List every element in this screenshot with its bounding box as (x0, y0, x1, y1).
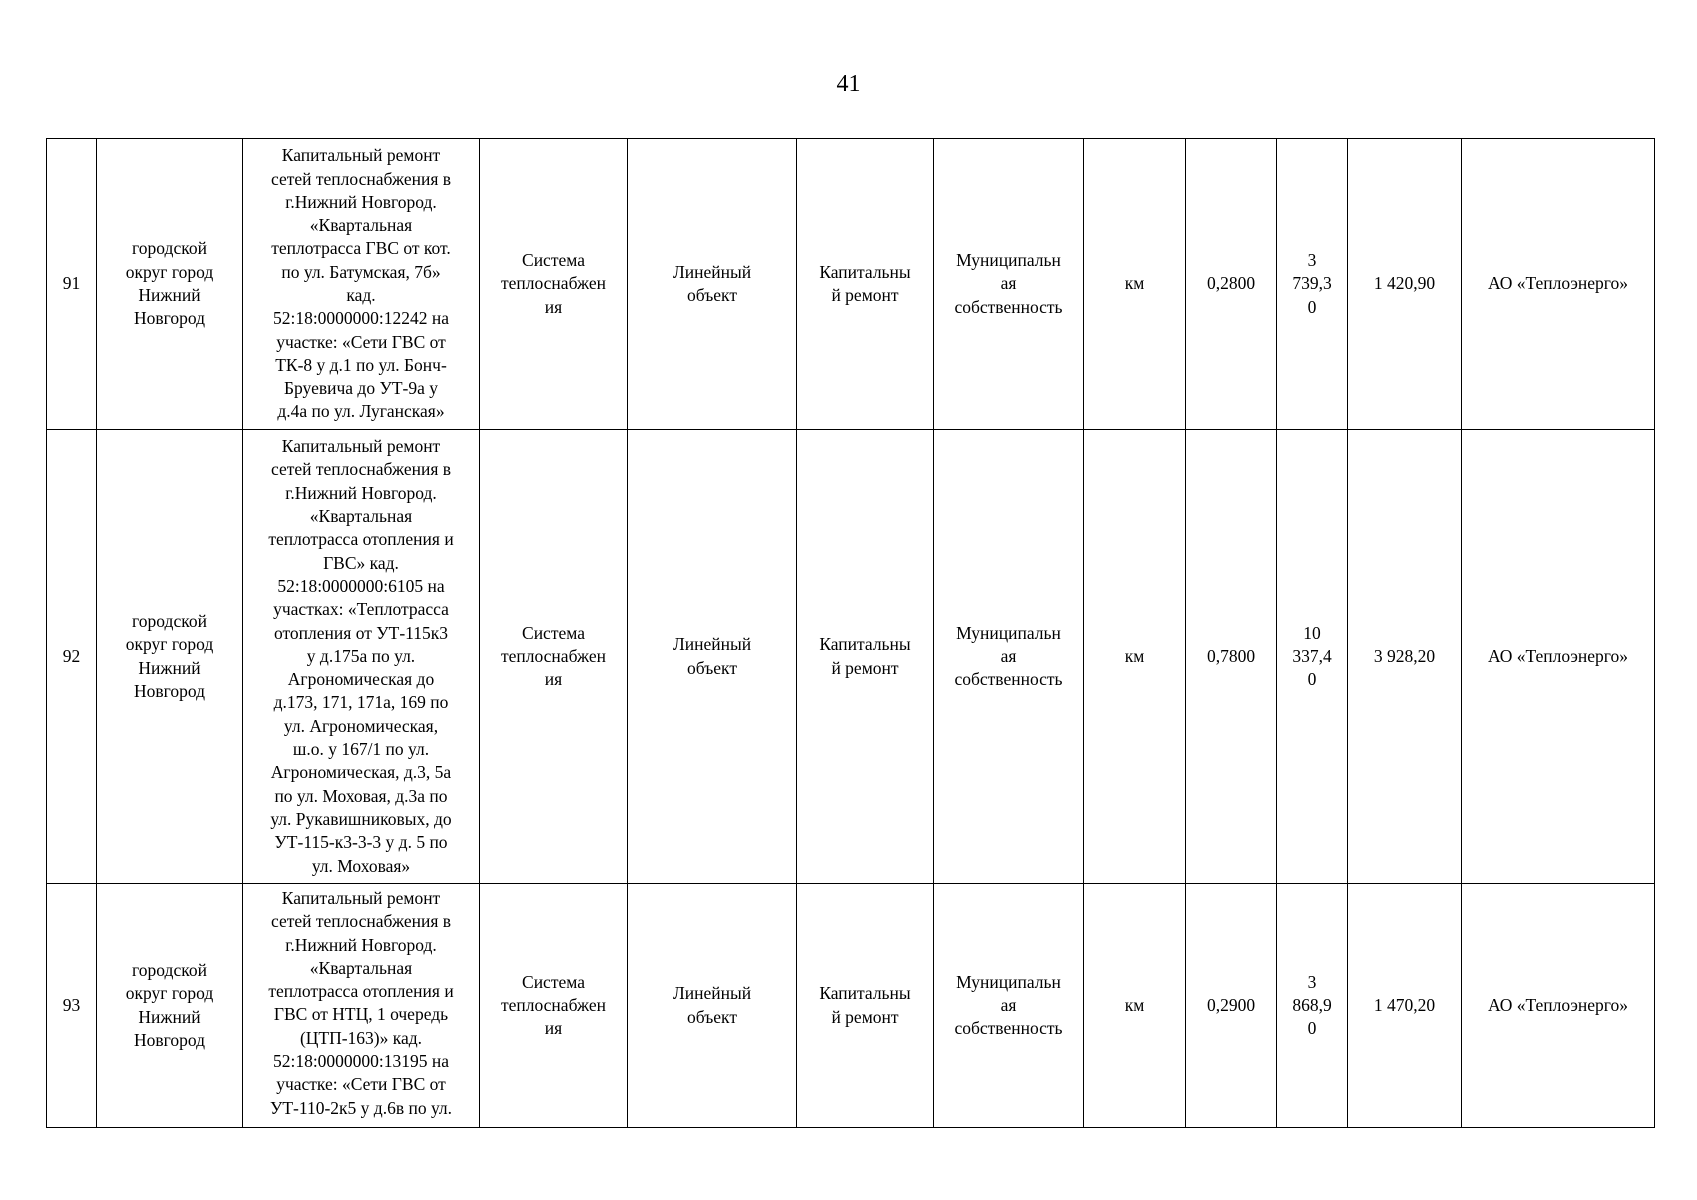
works-table (46, 138, 1655, 1128)
ownership-cell: Муниципальн ая собственность (934, 430, 1084, 884)
organization-cell: АО «Теплоэнерго» (1462, 139, 1655, 430)
description-cell: Капитальный ремонт сетей теплоснабжения в г.Нижний Новгород. «Квартальная теплотрасса отопления и ГВС» кад. 52:18:0000000:6105 на участках: «Теплотрасса отопления от УТ-115к3 у д.175а по ул. Агрономическая до д.173, 171, 171а, 169 по ул. Агрономическая, ш.о. у 167/1 по ул. Агрономическая, д.3, 5а по ул. Моховая, д.3а по ул. Рукавишниковых, до УТ-115-к3-3-3 у д. 5 по ул. Моховая» (243, 430, 480, 884)
quantity-cell: 0,7800 (1186, 430, 1277, 884)
value-a-cell: 3 868,9 0 (1277, 884, 1348, 1128)
territory-cell: городской округ город Нижний Новгород (97, 430, 243, 884)
territory-cell: городской округ город Нижний Новгород (97, 884, 243, 1128)
object-type-cell: Линейный объект (628, 884, 797, 1128)
description-cell: Капитальный ремонт сетей теплоснабжения в г.Нижний Новгород. «Квартальная теплотрасса отопления и ГВС от НТЦ, 1 очередь (ЦТП-163)» кад. 52:18:0000000:13195 на участке: «Сети ГВС от УТ-110-2к5 у д.6в по ул. (243, 884, 480, 1128)
value-b-cell: 3 928,20 (1348, 430, 1462, 884)
table-row (47, 884, 1655, 1128)
ownership-cell: Муниципальн ая собственность (934, 139, 1084, 430)
value-a-cell: 3 739,3 0 (1277, 139, 1348, 430)
organization-cell: АО «Теплоэнерго» (1462, 884, 1655, 1128)
quantity-cell: 0,2900 (1186, 884, 1277, 1128)
unit-cell: км (1084, 884, 1186, 1128)
object-type-cell: Линейный объект (628, 430, 797, 884)
unit-cell: км (1084, 139, 1186, 430)
work-type-cell: Капитальны й ремонт (797, 139, 934, 430)
value-a-cell: 10 337,4 0 (1277, 430, 1348, 884)
ownership-cell: Муниципальн ая собственность (934, 884, 1084, 1128)
unit-cell: км (1084, 430, 1186, 884)
value-b-cell: 1 420,90 (1348, 139, 1462, 430)
value-b-cell: 1 470,20 (1348, 884, 1462, 1128)
work-type-cell: Капитальны й ремонт (797, 884, 934, 1128)
system-cell: Система теплоснабжен ия (480, 430, 628, 884)
quantity-cell: 0,2800 (1186, 139, 1277, 430)
page-number: 41 (836, 71, 861, 97)
object-type-cell: Линейный объект (628, 139, 797, 430)
row-number-cell: 93 (47, 884, 97, 1128)
row-number-cell: 92 (47, 430, 97, 884)
row-number-cell: 91 (47, 139, 97, 430)
system-cell: Система теплоснабжен ия (480, 884, 628, 1128)
table-row (47, 430, 1655, 884)
table-row (47, 139, 1655, 430)
work-type-cell: Капитальны й ремонт (797, 430, 934, 884)
description-cell: Капитальный ремонт сетей теплоснабжения в г.Нижний Новгород. «Квартальная теплотрасса ГВС от кот. по ул. Батумская, 7б» кад. 52:18:0000000:12242 на участке: «Сети ГВС от ТК-8 у д.1 по ул. Бонч- Бруевича до УТ-9а у д.4а по ул. Луганская» (243, 139, 480, 430)
organization-cell: АО «Теплоэнерго» (1462, 430, 1655, 884)
territory-cell: городской округ город Нижний Новгород (97, 139, 243, 430)
system-cell: Система теплоснабжен ия (480, 139, 628, 430)
